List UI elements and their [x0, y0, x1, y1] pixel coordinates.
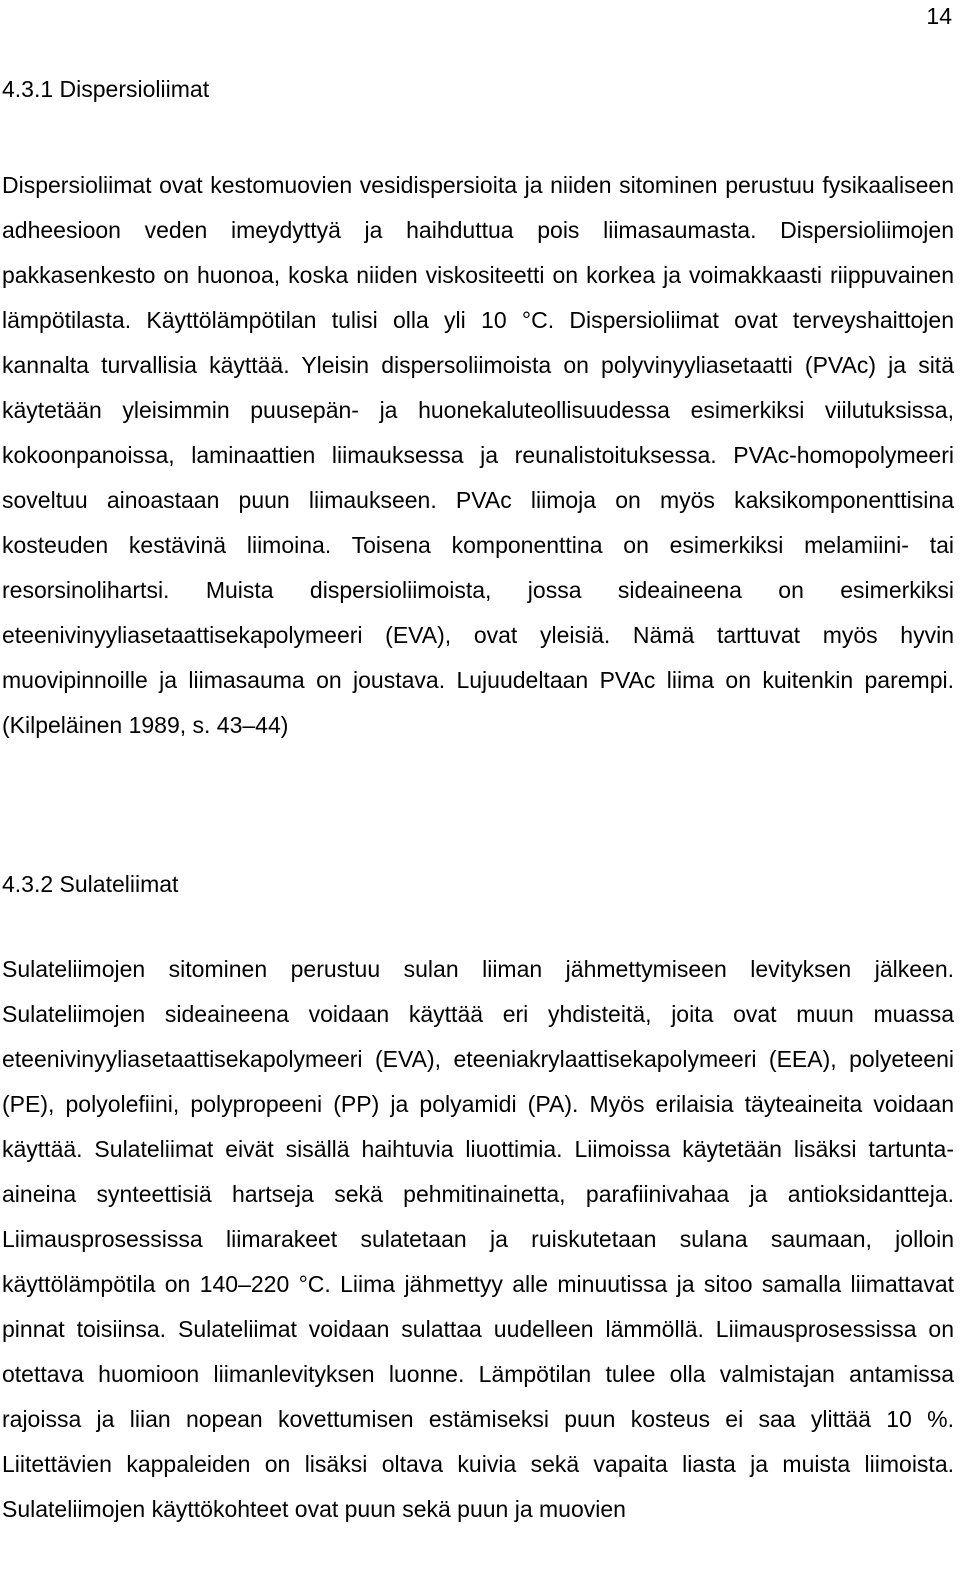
section-heading-dispersioliimat: 4.3.1 Dispersioliimat	[2, 76, 210, 102]
page-number: 14	[926, 3, 952, 29]
section-paragraph-sulateliimat: Sulateliimojen sitominen perustuu sulan liiman jähmettymiseen levityksen jälkeen. Sulateliimojen sideaineena voidaan käyttää eri yhdisteitä, joita ovat muun muassa eteenivinyyliasetaattisekapolymeeri (EVA), eteeniakrylaattisekapolymeeri (EEA), polyeteeni (PE), polyolefiini, polypropeeni (PP) ja polyamidi (PA). Myös erilaisia täyteaineita voidaan käyttää. Sulateliimat eivät sisällä haihtuvia liuottimia. Liimoissa käytetään lisäksi tartunta-aineina synteettisiä hartseja sekä pehmitinainetta, parafiinivahaa ja antioksidantteja. Liimausprosessissa liimarakeet sulatetaan ja ruiskutetaan sulana saumaan, jolloin käyttölämpötila on 140–220 °C. Liima jähmettyy alle minuutissa ja sitoo samalla liimattavat pinnat toisiinsa. Sulateliimat voidaan sulattaa uudelleen lämmöllä. Liimausprosessissa on otettava huomioon liimanlevityksen luonne. Lämpötilan tulee olla valmistajan antamissa rajoissa ja liian nopean kovettumisen estämiseksi puun kosteus ei saa ylittää 10 %. Liitettävien kappaleiden on lisäksi oltava kuivia sekä vapaita liasta ja muista liimoista. Sulateliimojen käyttökohteet ovat puun sekä puun ja muovien	[2, 956, 954, 1522]
section-paragraph-dispersioliimat: Dispersioliimat ovat kestomuovien vesidispersioita ja niiden sitominen perustuu fysikaaliseen adheesioon veden imeydyttyä ja haihduttua pois liimasaumasta. Dispersioliimojen pakkasenkesto on huonoa, koska niiden viskositeetti on korkea ja voimakkaasti riippuvainen lämpötilasta. Käyttölämpötilan tulisi olla yli 10 °C. Dispersioliimat ovat terveyshaittojen kannalta turvallisia käyttää. Yleisin dispersoliimoista on polyvinyyliasetaatti (PVAc) ja sitä käytetään yleisimmin puusepän- ja huonekaluteollisuudessa esimerkiksi viilutuksissa, kokoonpanoissa, laminaattien liimauksessa ja reunalistoituksessa. PVAc-homopolymeeri soveltuu ainoastaan puun liimaukseen. PVAc liimoja on myös kaksikomponenttisina kosteuden kestävinä liimoina. Toisena komponenttina on esimerkiksi melamiini- tai resorsinolihartsi. Muista dispersioliimoista, jossa sideaineena on esimerkiksi eteenivinyyliasetaattisekapolymeeri (EVA), ovat yleisiä. Nämä tarttuvat myös hyvin muovipinnoille ja liimasauma on joustava. Lujuudeltaan PVAc liima on kuitenkin parempi. (Kilpeläinen 1989, s. 43–44)	[2, 172, 954, 738]
section-heading-sulateliimat: 4.3.2 Sulateliimat	[2, 871, 179, 897]
